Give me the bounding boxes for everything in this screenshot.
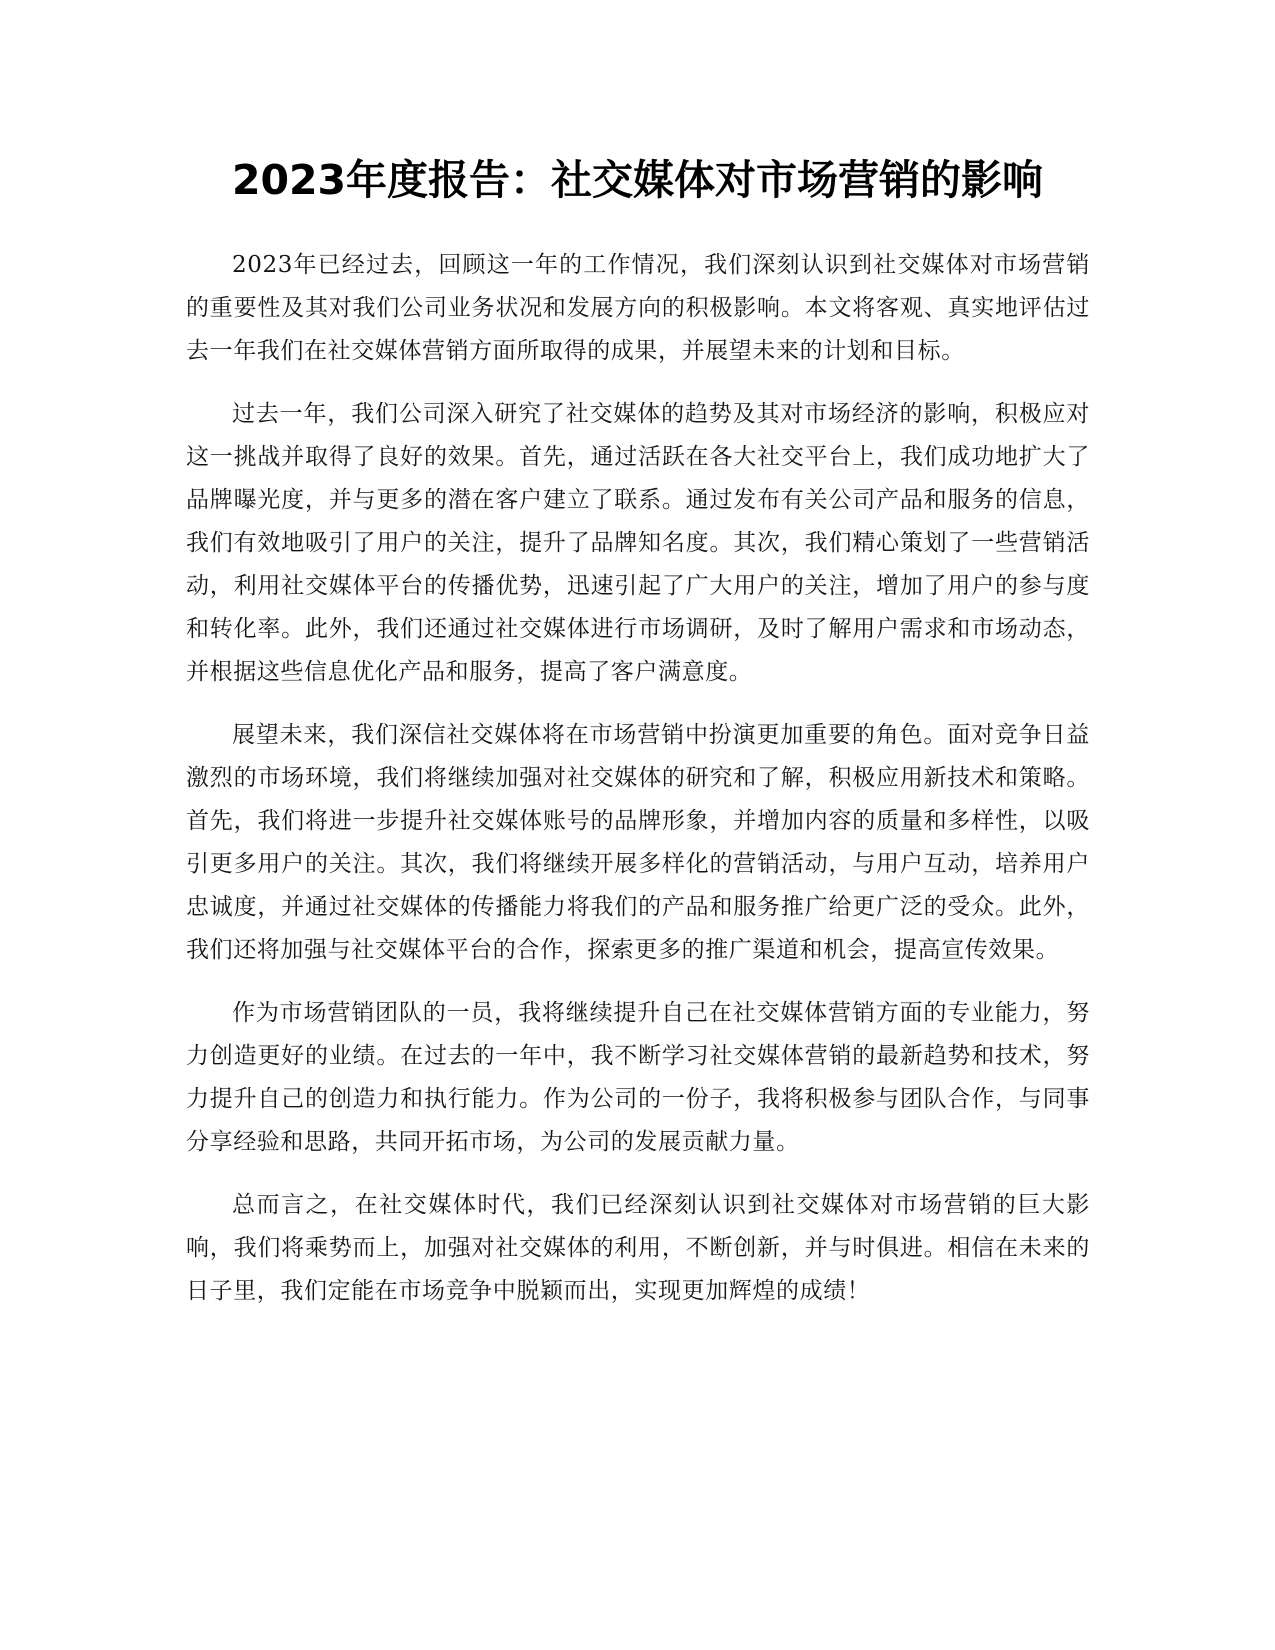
document-title: 2023年度报告：社交媒体对市场营销的影响 — [231, 156, 1044, 204]
paragraph-future-outlook: 展望未来，我们深信社交媒体将在市场营销中扮演更加重要的角色。面对竞争日益激烈的市场环境，我们将继续加强对社交媒体的研究和了解，积极应用新技术和策略。首先，我们将进一步提升社交媒体账号的品牌形象，并增加内容的质量和多样性，以吸引更多用户的关注。其次，我们将继续开展多样化的营销活动，与用户互动，培养用户忠诚度，并通过社交媒体的传播能力将我们的产品和服务推广给更广泛的受众。此外，我们还将加强与社交媒体平台的合作，探索更多的推广渠道和机会，提高宣传效果。 — [186, 722, 1090, 963]
paragraph-intro: 2023年已经过去，回顾这一年的工作情况，我们深刻认识到社交媒体对市场营销的重要性及其对我们公司业务状况和发展方向的积极影响。本文将客观、真实地评估过去一年我们在社交媒体营销方面所取得的成果，并展望未来的计划和目标。 — [186, 252, 1090, 364]
paragraph-past-year: 过去一年，我们公司深入研究了社交媒体的趋势及其对市场经济的影响，积极应对这一挑战并取得了良好的效果。首先，通过活跃在各大社交平台上，我们成功地扩大了品牌曝光度，并与更多的潜在客户建立了联系。通过发布有关公司产品和服务的信息，我们有效地吸引了用户的关注，提升了品牌知名度。其次，我们精心策划了一些营销活动，利用社交媒体平台的传播优势，迅速引起了广大用户的关注，增加了用户的参与度和转化率。此外，我们还通过社交媒体进行市场调研，及时了解用户需求和市场动态，并根据这些信息优化产品和服务，提高了客户满意度。 — [186, 401, 1090, 685]
paragraph-personal-commitment: 作为市场营销团队的一员，我将继续提升自己在社交媒体营销方面的专业能力，努力创造更好的业绩。在过去的一年中，我不断学习社交媒体营销的最新趋势和技术，努力提升自己的创造力和执行能力。作为公司的一份子，我将积极参与团队合作，与同事分享经验和思路，共同开拓市场，为公司的发展贡献力量。 — [186, 1000, 1090, 1155]
document-body — [186, 244, 1090, 1333]
paragraph-conclusion: 总而言之，在社交媒体时代，我们已经深刻认识到社交媒体对市场营销的巨大影响，我们将乘势而上，加强对社交媒体的利用，不断创新，并与时俱进。相信在未来的日子里，我们定能在市场竞争中脱颖而出，实现更加辉煌的成绩！ — [186, 1192, 1090, 1304]
